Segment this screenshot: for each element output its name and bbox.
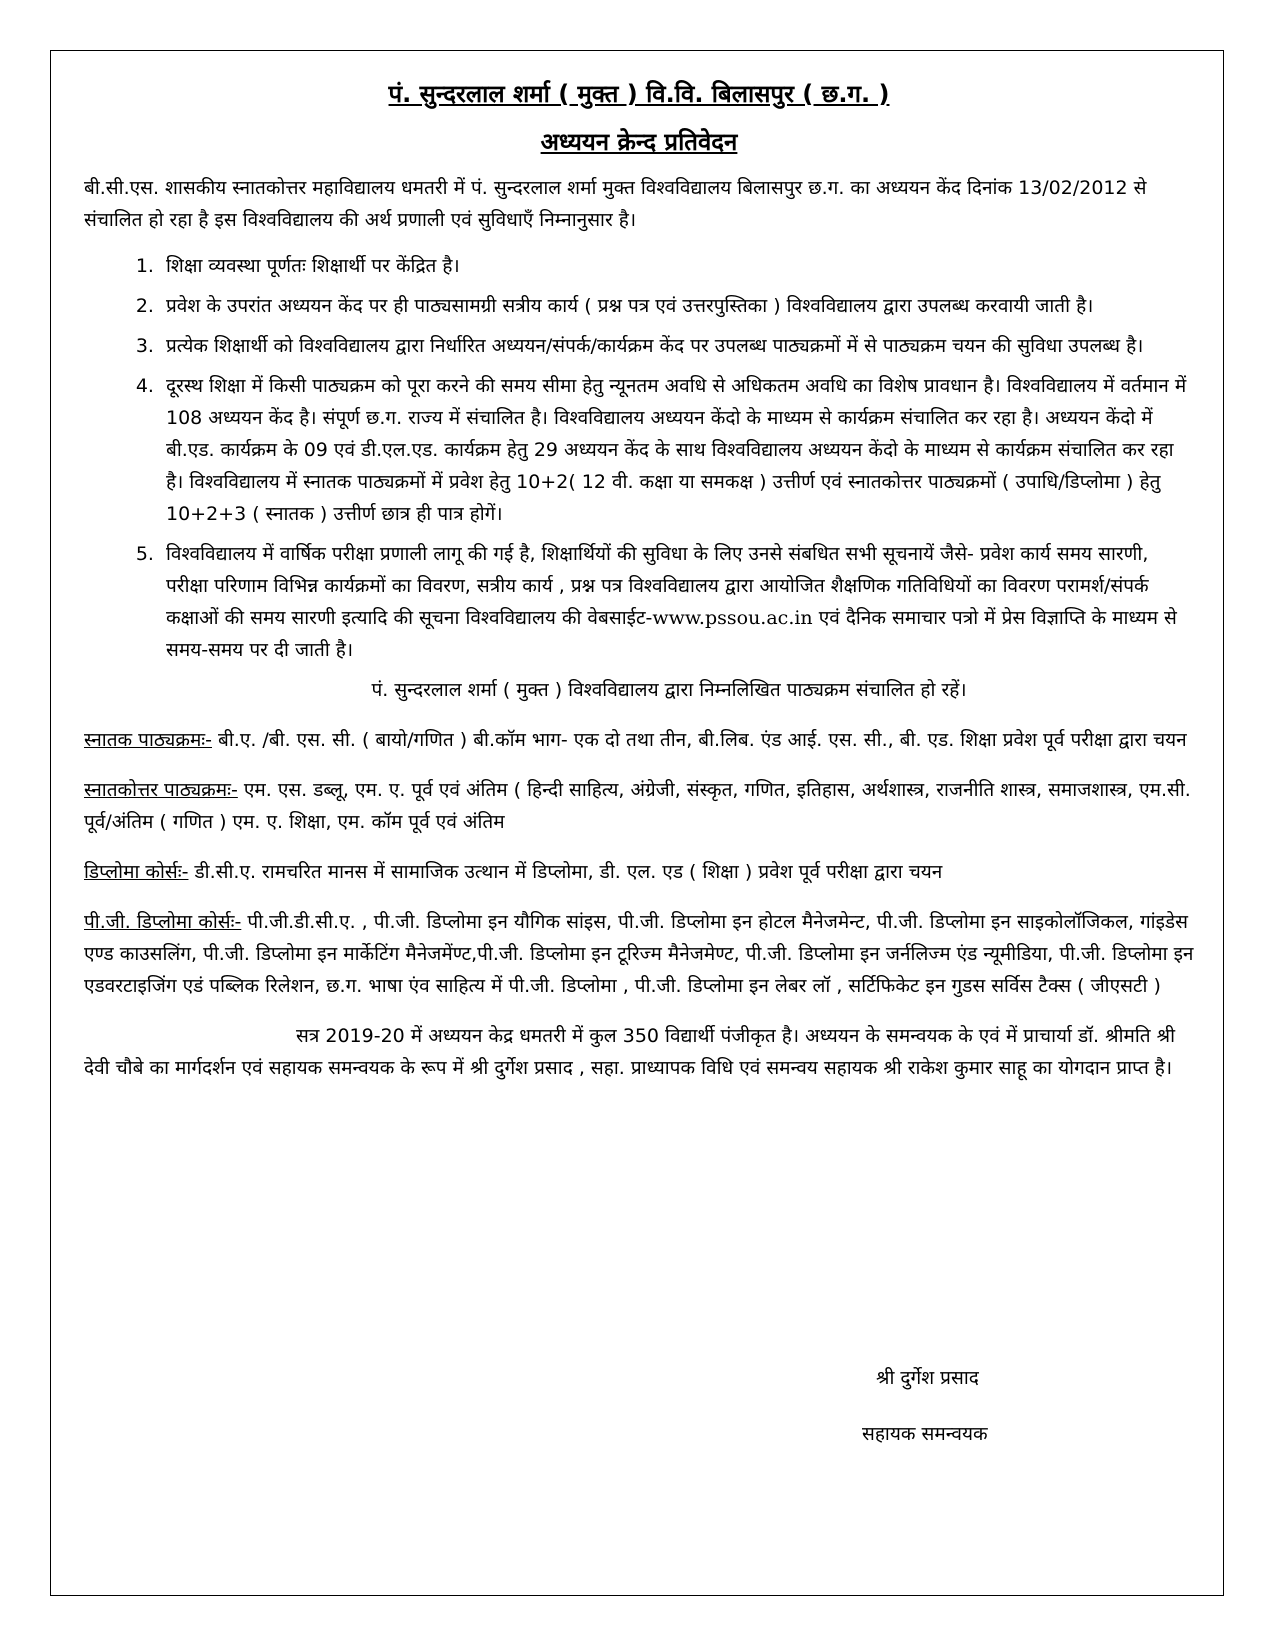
point5-text-end: एवं दैनिक समाचार पत्रो में प्रेस विज्ञाप्ति के माध्यम से समय-समय पर दी जाती है।: [166, 607, 1177, 661]
courses-intro: पं. सुन्दरलाल शर्मा ( मुक्त ) विश्वविद्यालय द्वारा निम्नलिखित पाठ्यक्रम संचालित हो रहें।: [371, 679, 967, 701]
list-item: [160, 538, 1194, 666]
point5-text: विश्वविद्यालय में वार्षिक परीक्षा प्रणाली लागू की गई है, शिक्षार्थियों की सुविधा के लिए उनसे संबधित सभी सूचनायें जैसे- प्रवेश कार्य समय सारणी, परीक्षा परिणाम विभिन्न कार्यक्रमों का विवरण, सत्रीय कार्य , प्रश्न पत्र विश्वविद्यालय द्वारा आयोजित शैक्षणिक गतिविधियों का विवरण परामर्श/संपर्क कक्षाओं की समय सारणी इत्यादि की सूचना विश्वविद्यालय की वेबसाईट-: [166, 543, 1149, 629]
signatory-role: सहायक समन्वयक: [862, 1423, 988, 1445]
list-item: 1. शिक्षा व्यवस्था पूर्णतः शिक्षार्थी पर केंद्रित है।: [160, 250, 1194, 282]
section-label: डिप्लोमा कोर्सः-: [84, 861, 189, 883]
section-pg-diploma: [84, 906, 1194, 1002]
section-label: स्नातक पाठ्यक्रमः-: [84, 729, 212, 751]
section-text: बी.ए. /बी. एस. सी. ( बायो/गणित ) बी.कॉम भाग- एक दो तथा तीन, बी.लिब. एंड आई. एस. सी., बी. एड. शिक्षा प्रवेश पूर्व परीक्षा द्वारा चयन: [212, 729, 1187, 751]
section-label: पी.जी. डिप्लोमा कोर्सः-: [84, 911, 242, 933]
document-body: [84, 76, 1194, 1084]
signature-block: [862, 1362, 988, 1445]
signatory-name: श्री दुर्गेश प्रसाद: [876, 1367, 979, 1389]
intro-paragraph: बी.सी.एस. शासकीय स्नातकोत्तर महाविद्यालय धमतरी में पं. सुन्दरलाल शर्मा मुक्त विश्वविद्यालय बिलासपुर छ.ग. का अध्ययन केंद दिनांक 13/02/2012 से संचालित हो रहा है इस विश्वविद्यालय की अर्थ प्रणाली एवं सुविधाएँ निम्नानुसार है।: [84, 177, 1147, 231]
section-text: पी.जी.डी.सी.ए. , पी.जी. डिप्लोमा इन यौगिक सांइस, पी.जी. डिप्लोमा इन होटल मैनेजमेन्ट, पी.जी. डिप्लोमा इन साइकोलॉजिकल, गांइडेस एण्ड काउसलिंग, पी.जी. डिप्लोमा इन मार्केटिंग मैनेजमेंण्ट,पी.जी. डिप्लोमा इन टूरिज्म मैनेजमेण्ट, पी.जी. डिप्लोमा इन जर्नलिज्म एंड न्यूमीडिया, पी.जी. डिप्लोमा इन एडवरटाइजिंग एडं पब्लिक रिलेशन, छ.ग. भाषा एंव साहित्य में पी.जी. डिप्लोमा , पी.जी. डिप्लोमा इन लेबर लॉ , सर्टिफिकेट इन गुडस सर्विस टैक्स ( जीएसटी ): [84, 911, 1194, 997]
list-item: 4. दूरस्थ शिक्षा में किसी पाठ्यक्रम को पूरा करने की समय सीमा हेतु न्यूनतम अवधि से अधिकतम अवधि का विशेष प्रावधान है। विश्वविद्यालय में वर्तमान में 108 अध्ययन केंद है। संपूर्ण छ.ग. राज्य में संचालित है। विश्वविद्यालय अध्ययन केंदो के माध्यम से कार्यक्रम संचालित कर रहा है। अध्ययन केंदो में बी.एड. कार्यक्रम के 09 एवं डी.एल.एड. कार्यक्रम हेतु 29 अध्ययन केंद के साथ विश्वविद्यालय अध्ययन केंदो के माध्यम से कार्यक्रम संचालित कर रहा है। विश्वविद्यालय में स्नातक पाठ्यक्रमों में प्रवेश हेतु 10+2( 12 वी. कक्षा या समकक्ष ) उत्तीर्ण एवं स्नातकोत्तर पाठ्यक्रमों ( उपाधि/डिप्लोमा ) हेतु 10+2+3 ( स्नातक ) उत्तीर्ण छात्र ही पात्र होगें।: [160, 370, 1194, 530]
list-item: 2. प्रवेश के उपरांत अध्ययन केंद पर ही पाठ्यसामग्री सत्रीय कार्य ( प्रश्न पत्र एवं उत्तरपुस्तिका ) विश्वविद्यालय द्वारा उपलब्ध करवायी जाती है।: [160, 290, 1194, 322]
summary-paragraph: सत्र 2019-20 में अध्ययन केद्र धमतरी में कुल 350 विद्यार्थी पंजीकृत है। अध्ययन के समन्वयक के एवं में प्राचार्या डॉ. श्रीमति श्री देवी चौबे का मार्गदर्शन एवं सहायक समन्वयक के रूप में श्री दुर्गेश प्रसाद , सहा. प्राध्यापक विधि एवं समन्वय सहायक श्री राकेश कुमार साहू का योगदान प्राप्त है।: [84, 1025, 1176, 1079]
section-undergraduate: [84, 724, 1194, 756]
document-subtitle: अध्ययन क्रेन्द प्रतिवेदन: [540, 128, 738, 156]
section-label: स्नातकोत्तर पाठ्यक्रमः-: [84, 779, 238, 801]
section-diploma: [84, 856, 1194, 888]
section-text: एम. एस. डब्लू, एम. ए. पूर्व एवं अंतिम ( हिन्दी साहित्य, अंग्रेजी, संस्कृत, गणित, इतिहास, अर्थशास्त्र, राजनीति शास्त्र, समाजशास्त्र, एम.सी. पूर्व/अंतिम ( गणित ) एम. ए. शिक्षा, एम. कॉम पूर्व एवं अंतिम: [84, 779, 1191, 833]
section-postgraduate: [84, 774, 1194, 838]
features-list: [84, 250, 1194, 666]
section-text: डी.सी.ए. रामचरित मानस में सामाजिक उत्थान में डिप्लोमा, डी. एल. एड ( शिक्षा ) प्रवेश पूर्व परीक्षा द्वारा चयन: [188, 861, 943, 883]
list-item: 3. प्रत्येक शिक्षार्थी को विश्वविद्यालय द्वारा निर्धारित अध्ययन/संपर्क/कार्यक्रम केंद पर उपलब्ध पाठ्यक्रमों में से पाठ्यक्रम चयन की सुविधा उपलब्ध है।: [160, 330, 1194, 362]
document-title: पं. सुन्दरलाल शर्मा ( मुक्त ) वि.वि. बिलासपुर ( छ.ग. ): [388, 80, 890, 108]
website-link[interactable]: www.pssou.ac.in: [652, 607, 813, 629]
